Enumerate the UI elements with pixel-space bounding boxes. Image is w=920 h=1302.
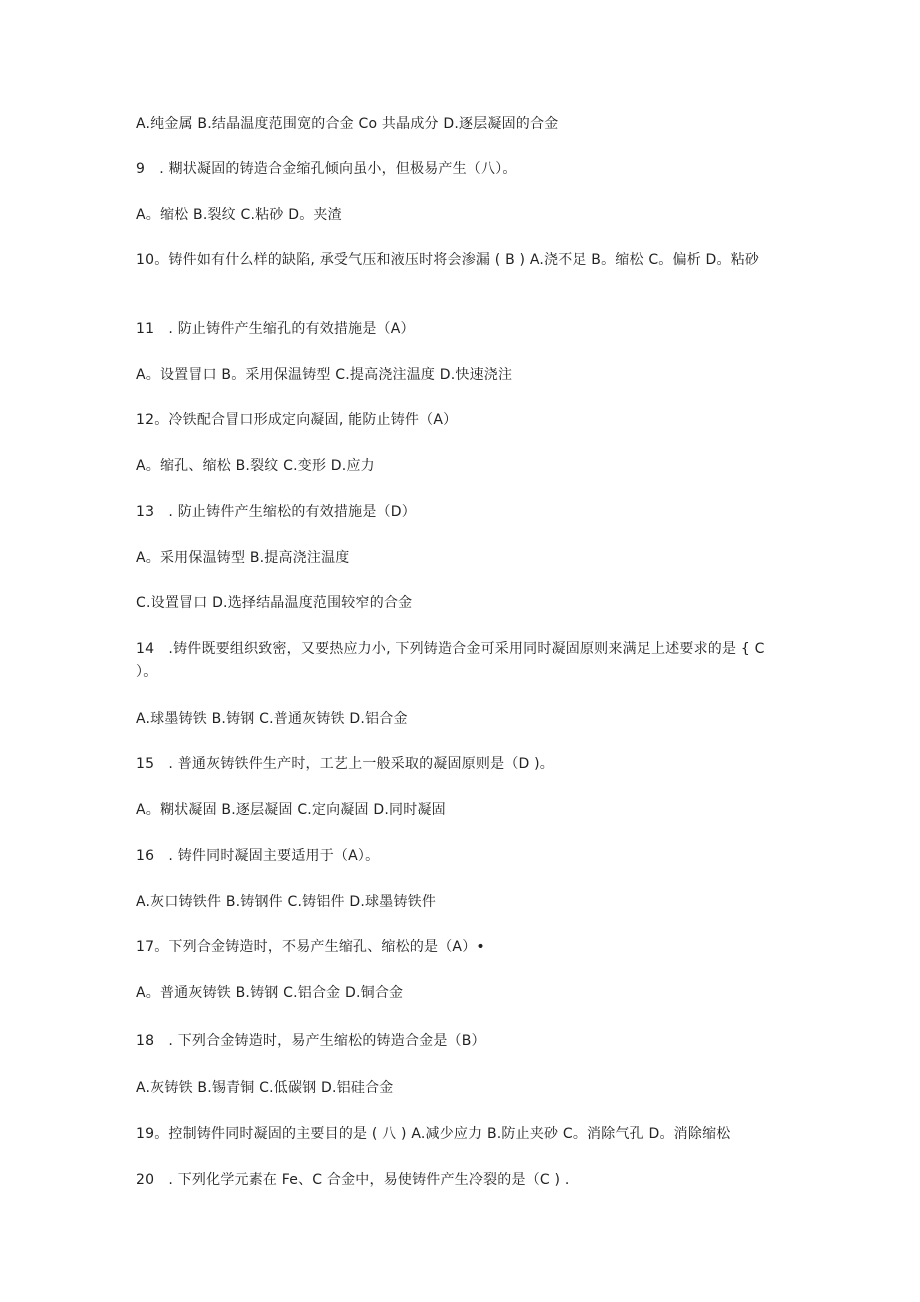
options-line-13a: A。采用保温铸型 B.提高浇注温度 — [136, 550, 350, 566]
options-line-14: A.球墨铸铁 B.铸钢 C.普通灰铸铁 D.铝合金 — [136, 711, 408, 727]
question-17: 17。下列合金铸造时，不易产生缩孔、缩松的是（A）• — [136, 939, 485, 955]
options-line-13b: C.设置冒口 D.选择结晶温度范围较窄的合金 — [136, 595, 413, 611]
options-line-16: A.灰口铸铁件 B.铸钢件 C.铸铝件 D.球墨铸铁件 — [136, 894, 437, 910]
question-18: 18 . 下列合金铸造时，易产生缩松的铸造合金是（B） — [136, 1033, 486, 1049]
options-line-8: A.纯金属 B.结晶温度范围宽的合金 Co 共晶成分 D.逐层凝固的合金 — [136, 116, 559, 132]
question-13: 13 . 防止铸件产生缩松的有效措施是（D） — [136, 504, 416, 520]
question-9: 9 . 糊状凝固的铸造合金缩孔倾向虽小，但极易产生（八）。 — [136, 161, 517, 177]
question-20: 20 . 下列化学元素在 Fe、C 合金中，易使铸件产生冷裂的是（C ) . — [136, 1172, 570, 1188]
question-19: 19。控制铸件同时凝固的主要目的是 ( 八 ) A.减少应力 B.防止夹砂 C。消除气孔 D。消除缩松 — [136, 1126, 731, 1142]
question-14: 14 .铸件既要组织致密，又要热应力小, 下列铸造合金可采用同时凝固原则来满足上述要求的是 { C ）。 — [136, 641, 765, 680]
options-line-12: A。缩孔、缩松 B.裂纹 C.变形 D.应力 — [136, 458, 375, 474]
options-line-15: A。糊状凝固 B.逐层凝固 C.定向凝固 D.同时凝固 — [136, 802, 446, 818]
options-line-18: A.灰铸铁 B.锡青铜 C.低碳钢 D.铝硅合金 — [136, 1080, 394, 1096]
options-line-11: A。设置冒口 B。采用保温铸型 C.提高浇注温度 D.快速浇注 — [136, 367, 513, 383]
options-line-17: A。普通灰铸铁 B.铸钢 C.铝合金 D.铜合金 — [136, 985, 404, 1001]
question-10: 10。铸件如有什么样的缺陷, 承受气压和液压时将会渗漏 ( B ) A.浇不足 B。缩松 C。偏析 D。粘砂 — [136, 252, 760, 268]
options-line-9: A。缩松 B.裂纹 C.粘砂 D。夹渣 — [136, 207, 342, 223]
question-16: 16 . 铸件同时凝固主要适用于（A）。 — [136, 848, 380, 864]
question-11: 11 . 防止铸件产生缩孔的有效措施是（A） — [136, 321, 415, 337]
question-12: 12。冷铁配合冒口形成定向凝固, 能防止铸件（A） — [136, 412, 458, 428]
question-15: 15 . 普通灰铸铁件生产时，工艺上一般采取的凝固原则是（D )。 — [136, 756, 555, 772]
